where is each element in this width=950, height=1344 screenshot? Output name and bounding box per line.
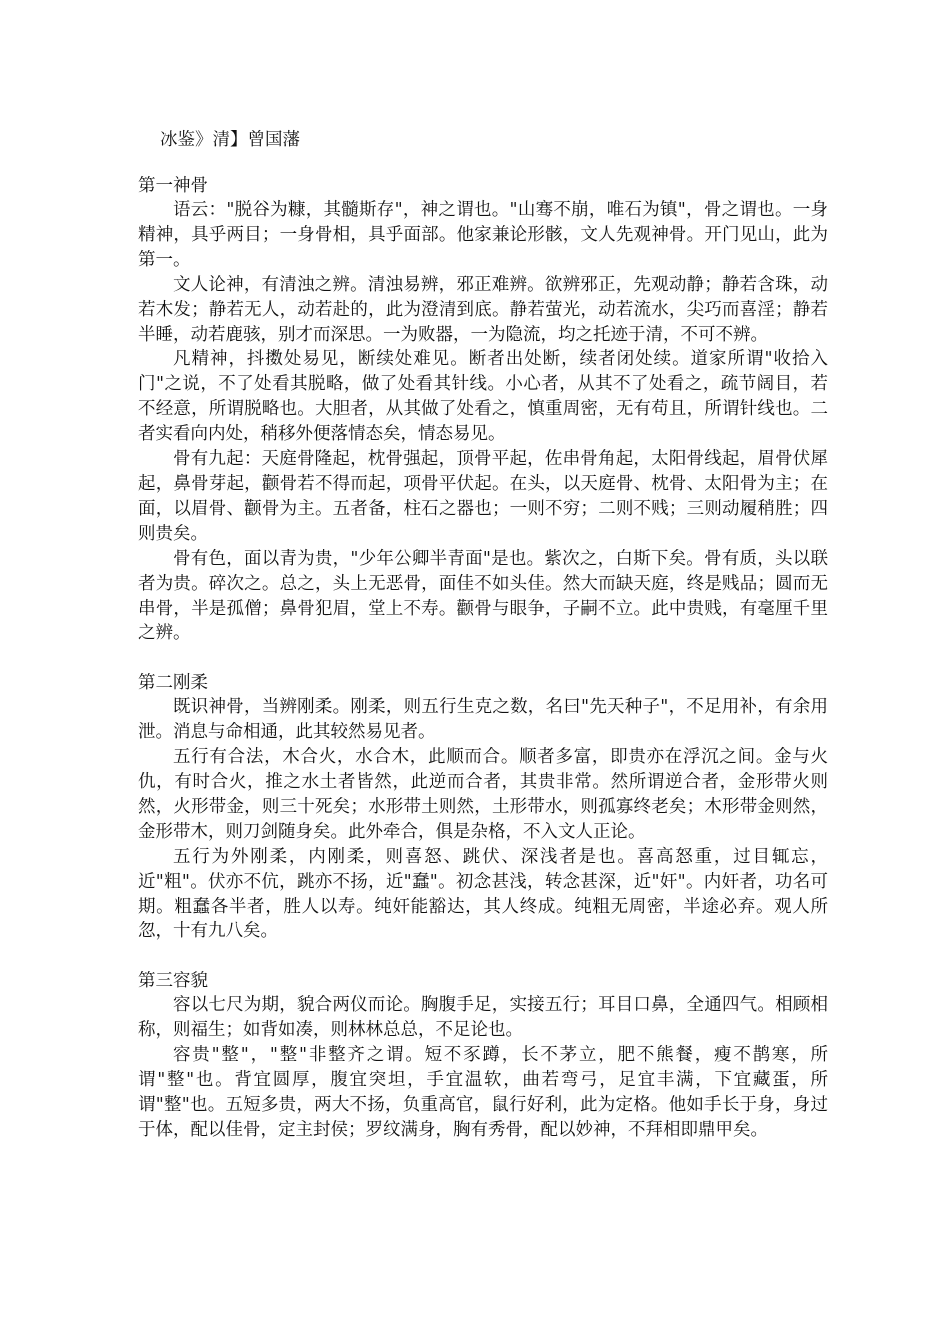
section-heading: 第二刚柔 (138, 673, 208, 694)
document-page (138, 128, 828, 1143)
section-shen-gu (138, 174, 828, 646)
paragraph: 文人论神，有清浊之辨。清浊易辨，邪正难辨。欲辨邪正，先观动静；静若含珠，动若木发；静若无人，动若赴的，此为澄清到底。静若萤光，动若流水，尖巧而喜淫；静若半睡，动若鹿骇，别才而深思。一为败器，一为隐流，均之托迹于清，不可不辨。 (138, 274, 828, 345)
section-spacer (138, 944, 828, 969)
paragraph: 骨有九起：天庭骨隆起，枕骨强起，顶骨平起，佐串骨角起，太阳骨线起，眉骨伏犀起，鼻骨芽起，颧骨若不得而起，项骨平伏起。在头，以天庭骨、枕骨、太阳骨为主；在面，以眉骨、颧骨为主。五者备，柱石之器也；一则不穷；二则不贱；三则动履稍胜；四则贵矣。 (138, 449, 828, 544)
paragraph: 容以七尺为期，貌合两仪而论。胸腹手足，实接五行；耳目口鼻，全通四气。相顾相称，则福生；如背如凑，则林林总总，不足论也。 (138, 995, 828, 1041)
section-gang-rou (138, 671, 828, 944)
paragraph: 语云："脱谷为糠，其髓斯存"，神之谓也。"山骞不崩，唯石为镇"，骨之谓也。一身精神，具乎两目；一身骨相，具乎面部。他家兼论形骸，文人先观神骨。开门见山，此为第一。 (138, 200, 828, 270)
section-spacer (138, 646, 828, 671)
section-rong-mao (138, 969, 828, 1142)
paragraph: 五行为外刚柔，内刚柔，则喜怒、跳伏、深浅者是也。喜高怒重，过目辄忘，近"粗"。伏亦不伉，跳亦不扬，近"蠢"。初念甚浅，转念甚深，近"奸"。内奸者，功名可期。粗蠢各半者，胜人以寿。纯奸能豁达，其人终成。纯粗无周密，半途必弃。观人所忽，十有九八矣。 (138, 846, 828, 942)
paragraph: 骨有色，面以青为贵，"少年公卿半青面"是也。紫次之，白斯下矣。骨有质，头以联者为贵。碎次之。总之，头上无恶骨，面佳不如头佳。然大而缺天庭，终是贱品；圆而无串骨，半是孤僧；鼻骨犯眉，堂上不寿。颧骨与眼争，子嗣不立。此中贵贱，有毫厘千里之辨。 (138, 548, 828, 644)
paragraph: 五行有合法，木合火，水合木，此顺而合。顺者多富，即贵亦在浮沉之间。金与火仇，有时合火，推之水土者皆然，此逆而合者，其贵非常。然所谓逆合者，金形带火则然，火形带金，则三十死矣；水形带土则然，土形带水，则孤寡终老矣；木形带金则然，金形带木，则刀剑随身矣。此外牵合，俱是杂格，不入文人正论。 (138, 747, 828, 842)
section-heading: 第一神骨 (138, 176, 208, 196)
section-heading: 第三容貌 (138, 971, 208, 992)
paragraph: 既识神骨，当辨刚柔。刚柔，则五行生克之数，名曰"先天种子"，不足用补，有余用泄。消息与命相通，此其较然易见者。 (138, 697, 828, 743)
paragraph: 凡精神，抖擞处易见，断续处难见。断者出处断，续者闭处续。道家所谓"收拾入门"之说，不了处看其脱略，做了处看其针线。小心者，从其不了处看之，疏节阔目，若不经意，所谓脱略也。大胆者，从其做了处看之，慎重周密，无有苟且，所谓针线也。二者实看向内处，稍移外便落情态矣，情态易见。 (138, 349, 828, 445)
document-title: 冰鉴》清】曾国藩 (160, 130, 300, 150)
paragraph: 容贵"整"，"整"非整齐之谓。短不豕蹲，长不茅立，肥不熊餐，瘦不鹊寒，所谓"整"也。背宜圆厚，腹宜突坦，手宜温软，曲若弯弓，足宜丰满，下宜藏蛋，所谓"整"也。五短多贵，两大不扬，负重高官，鼠行好利，此为定格。他如手长于身，身过于体，配以佳骨，定主封侯；罗纹满身，胸有秀骨，配以妙神，不拜相即鼎甲矣。 (138, 1045, 828, 1140)
